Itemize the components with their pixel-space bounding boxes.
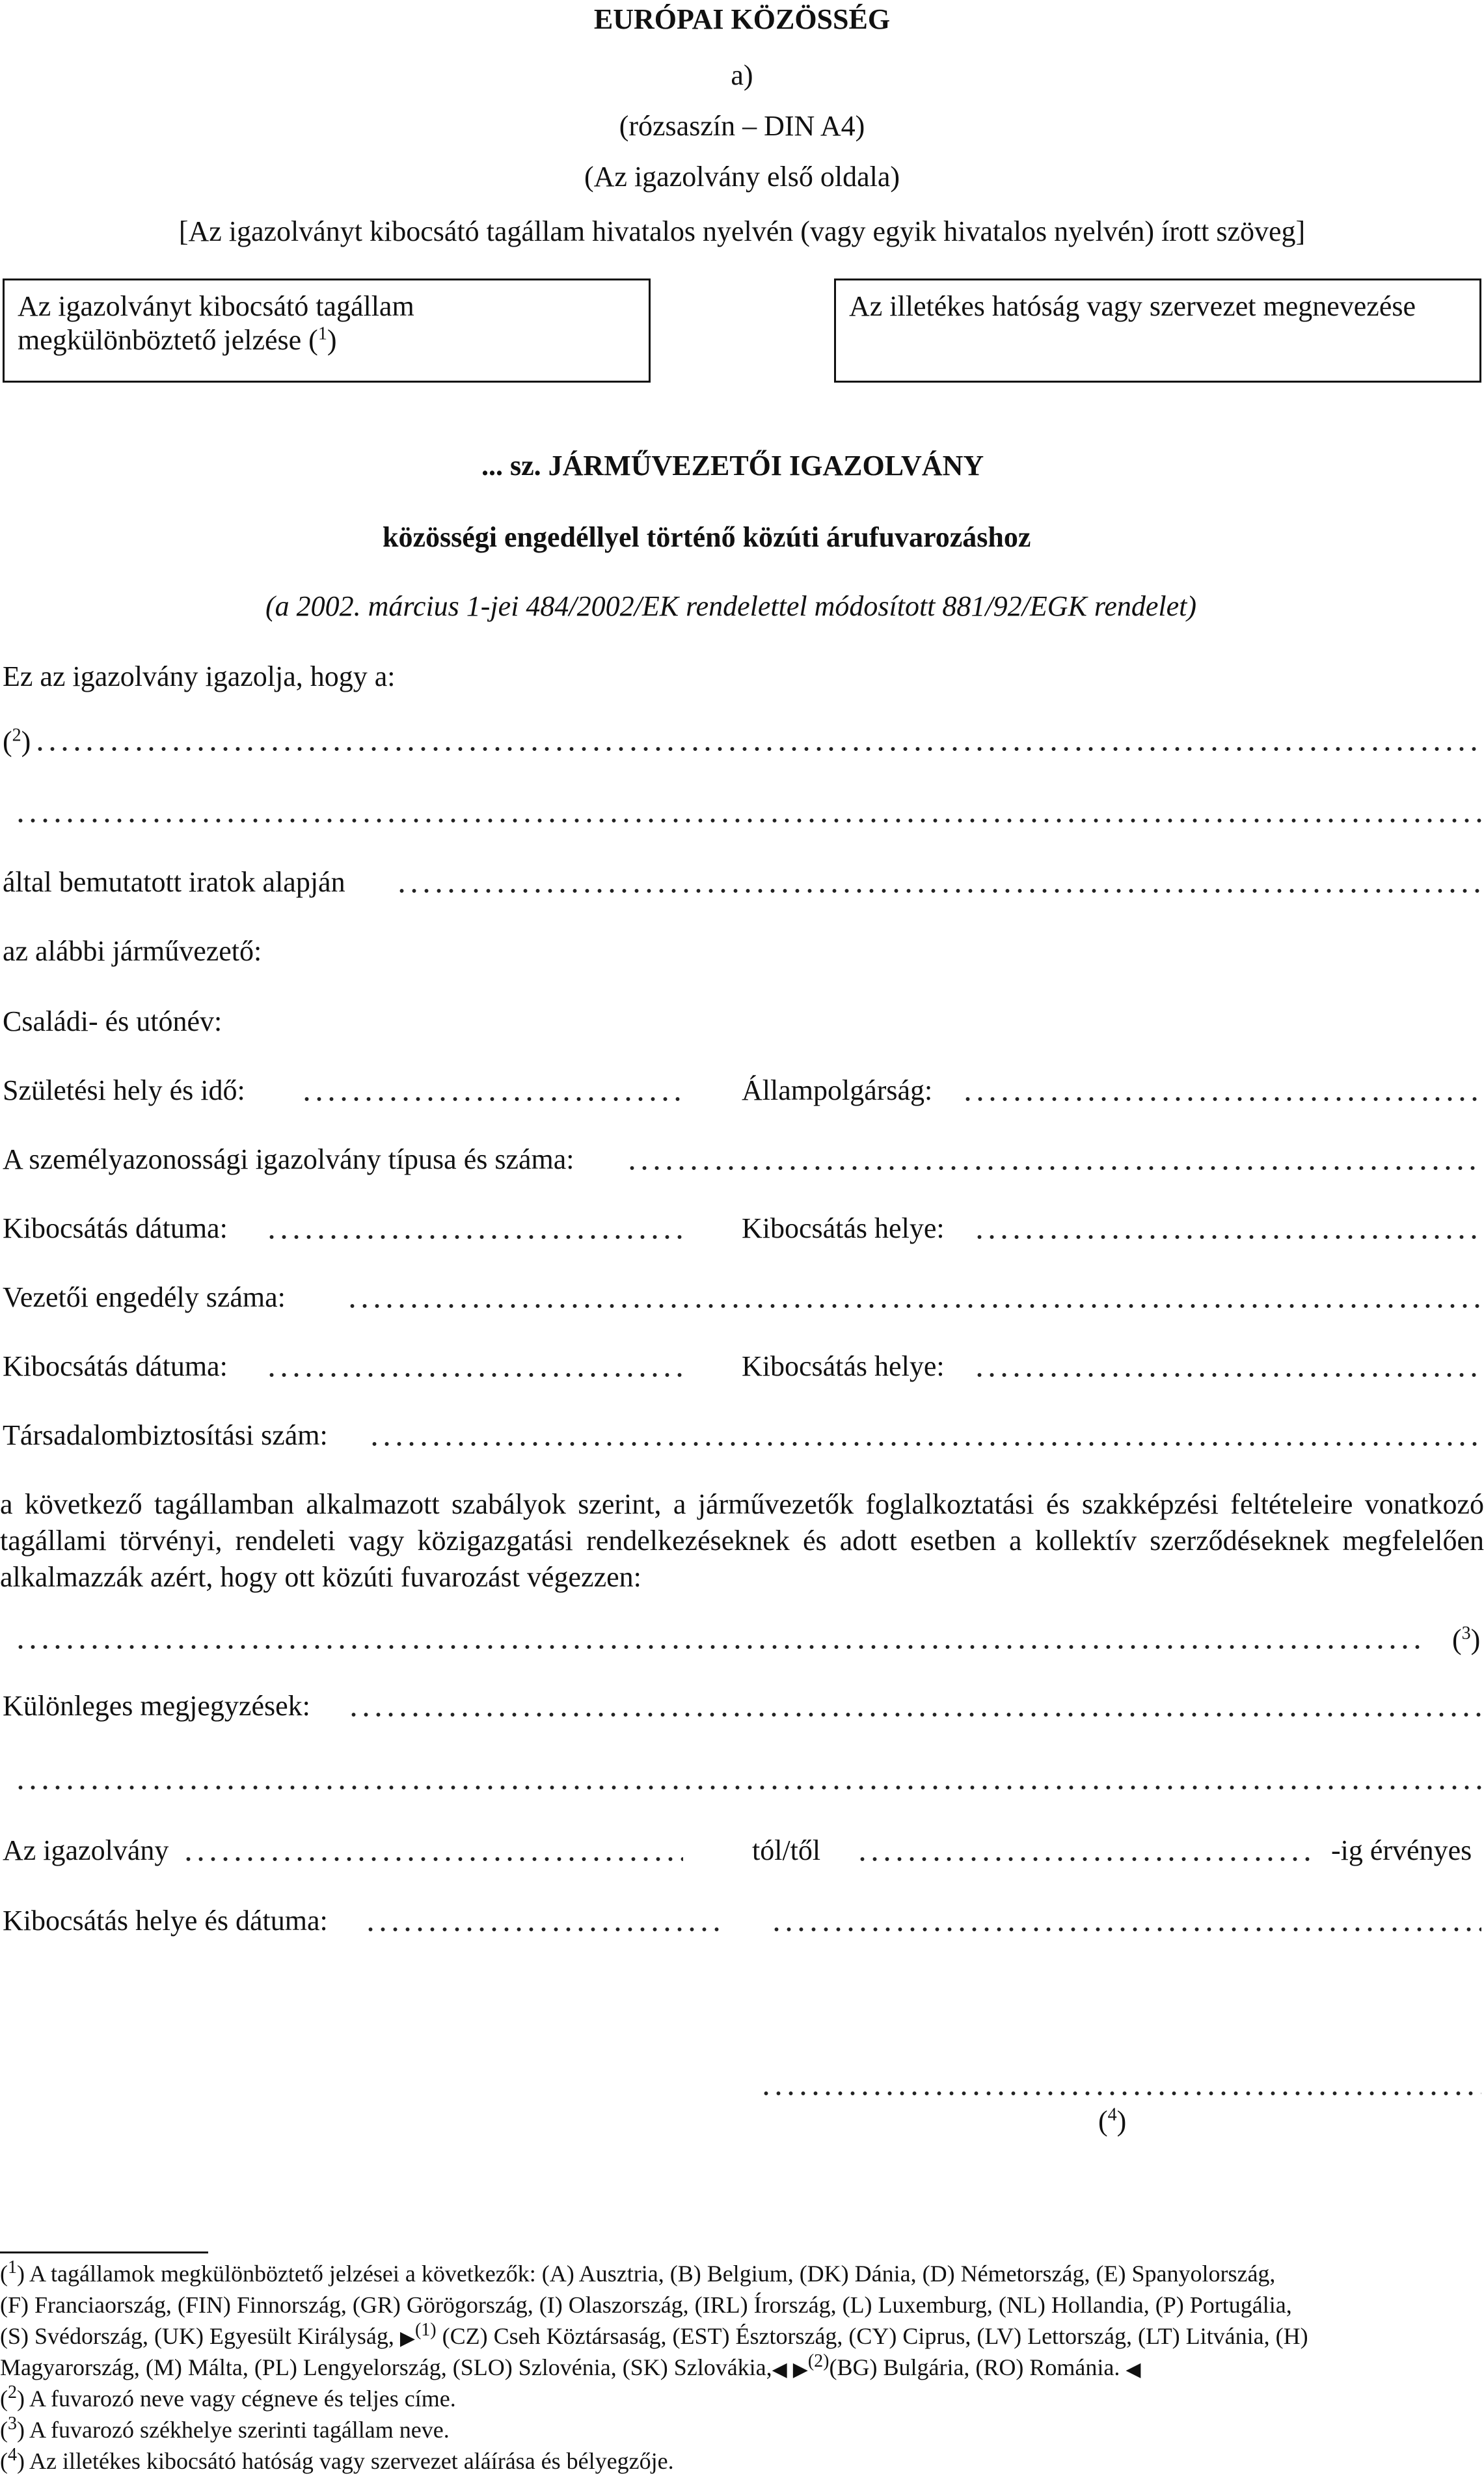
validity-to-field[interactable] (856, 1857, 1312, 1861)
issue-place-field-2[interactable] (973, 1373, 1481, 1377)
issue-place-field-1[interactable] (973, 1235, 1481, 1239)
language-note: [Az igazolványt kibocsátó tagállam hivatalos nyelvén (vagy egyik hivatalos nyelvén) írott szöveg] (178, 215, 1306, 247)
footnote-3: ($^3$) A fuvarozó székhelye szerinti tagállam neve. (0, 2414, 450, 2443)
member-state-box-line1: Az igazolványt kibocsátó tagállam (18, 290, 414, 322)
signature-ref-label: ($^4$) (1098, 2104, 1127, 2137)
issue-date-label-2: Kibocsátás dátuma: (3, 1350, 228, 1382)
id-document-label: A személyazonossági igazolvány típusa és száma: (3, 1143, 574, 1175)
footnote-ref-3: 3 (1461, 1623, 1471, 1644)
birth-field[interactable] (301, 1097, 683, 1101)
remarks-field-line1[interactable] (347, 1713, 1481, 1717)
page-note: (Az igazolvány első oldala) (584, 161, 900, 193)
certificate-title: ... sz. JÁRMŰVEZETŐI IGAZOLVÁNY (481, 450, 984, 482)
nationality-label: Állampolgárság: (742, 1074, 933, 1106)
nationality-field[interactable] (962, 1097, 1481, 1101)
issue-date-field-2[interactable] (265, 1373, 683, 1377)
licence-number-label: Vezetői engedély száma: (3, 1281, 286, 1313)
validity-from-field[interactable] (182, 1857, 683, 1861)
member-state-box-line2: megkülönböztető jelzése ($^1$) (18, 323, 337, 356)
certificate-subtitle: közösségi engedéllyel történő közúti árufuvarozáshoz (383, 521, 1031, 553)
footnote-ref-1: 1 (317, 323, 327, 344)
carrier-field-line2[interactable] (14, 819, 1481, 823)
footnote-ref-4: 4 (1107, 2104, 1117, 2125)
validity-label: Az igazolvány (3, 1834, 169, 1866)
page-title: EURÓPAI KÖZÖSSÉG (593, 3, 891, 35)
validity-from-label: tól/től (752, 1834, 821, 1866)
social-security-field[interactable] (368, 1442, 1481, 1446)
social-security-label: Társadalombiztosítási szám: (3, 1419, 328, 1451)
issue-place-date-field-2[interactable] (770, 1927, 1481, 1931)
remarks-label: Különleges megjegyzések: (3, 1690, 310, 1722)
footnote-1-line3: (S) Svédország, (UK) Egyesült Királyság, ▶$^{(1)}$ (CZ) Cseh Köztársaság, (EST) Észtország, (CY) Ciprus, (LV) Lettország, (LT) Litvánia, (H) (0, 2320, 1484, 2354)
issue-place-date-label: Kibocsátás helye és dátuma: (3, 1905, 328, 1937)
member-state-box (3, 279, 651, 383)
validity-to-label: -ig érvényes (1331, 1834, 1472, 1866)
issue-date-label-1: Kibocsátás dátuma: (3, 1212, 228, 1244)
footnote-divider (0, 2251, 208, 2253)
intro-text: Ez az igazolvány igazolja, hogy a: (3, 660, 396, 692)
id-document-field[interactable] (626, 1166, 1481, 1170)
footnote-ref-2: 2 (12, 725, 21, 746)
footnote-2: ($^2$) A fuvarozó neve vagy cégneve és teljes címe. (0, 2382, 456, 2412)
issue-place-label-1: Kibocsátás helye: (742, 1212, 945, 1244)
carrier-ref-label: ($^2$) (3, 725, 31, 757)
amendment-end-icon: ◀ (1126, 2358, 1141, 2380)
issue-date-field-1[interactable] (265, 1235, 683, 1239)
footnote-4: ($^4$) Az illetékes kibocsátó hatóság vagy szervezet aláírása és bélyegzője. (0, 2445, 674, 2474)
authority-box (834, 279, 1481, 383)
driver-intro: az alábbi járművezető: (3, 935, 262, 967)
footnote-1-line1: ($^1$) A tagállamok megkülönböztető jelzései a következők: (A) Ausztria, (B) Belgium, (DK) Dánia, (D) Németország, (E) Spanyolország, (0, 2257, 1276, 2287)
carrier-field-line1[interactable] (34, 747, 1481, 751)
member-state-ref-label: ($^3$) (1452, 1623, 1481, 1655)
name-label: Családi- és utónév: (3, 1005, 223, 1037)
regulation-reference: (a 2002. március 1-jei 484/2002/EK rendelettel módosított 881/92/EGK rendelet) (265, 590, 1197, 622)
footnote-1-line4: Magyarország, (M) Málta, (PL) Lengyelország, (SLO) Szlovénia, (SK) Szlovákia,◀ ▶$^{(2)}$(BG) Bulgária, (RO) Románia. ◀ (0, 2352, 1484, 2386)
color-note: (rózsaszín – DIN A4) (619, 110, 865, 142)
footnote-1-line2: (F) Franciaország, (FIN) Finnország, (GR) Görögország, (I) Olaszország, (IRL) Írország, (L) Luxemburg, (NL) Hollandia, (P) Portugália, (0, 2292, 1292, 2318)
documents-field[interactable] (396, 889, 1481, 893)
employment-paragraph: a következő tagállamban alkalmazott szabályok szerint, a járművezetők foglalkoztatási és szakképzési feltételeire vonatkozó tagállami törvényi, rendeleti vagy közigazgatási rendelkezéseknek és adott esetben a kollektív szerződéseknek megfelelően alkalmazzák azért, hogy ott közúti fuvarozást végezzen: (0, 1488, 1484, 1593)
issue-place-date-field[interactable] (364, 1927, 725, 1931)
documents-label: által bemutatott iratok alapján (3, 866, 345, 898)
licence-number-field[interactable] (346, 1304, 1481, 1308)
amendment-start-icon: ◀ (772, 2358, 787, 2380)
amendment-marker-icon: ▶ (399, 2327, 415, 2349)
remarks-field-line2[interactable] (14, 1786, 1481, 1789)
authority-box-label: Az illetékes hatóság vagy szervezet megnevezése (849, 290, 1416, 322)
variant-label: a) (731, 59, 753, 91)
birth-label: Születési hely és idő: (3, 1074, 245, 1106)
issue-place-label-2: Kibocsátás helye: (742, 1350, 945, 1382)
member-state-field[interactable] (14, 1645, 1420, 1649)
amendment-marker-icon-2: ▶ (792, 2358, 808, 2380)
signature-field[interactable] (760, 2091, 1481, 2095)
